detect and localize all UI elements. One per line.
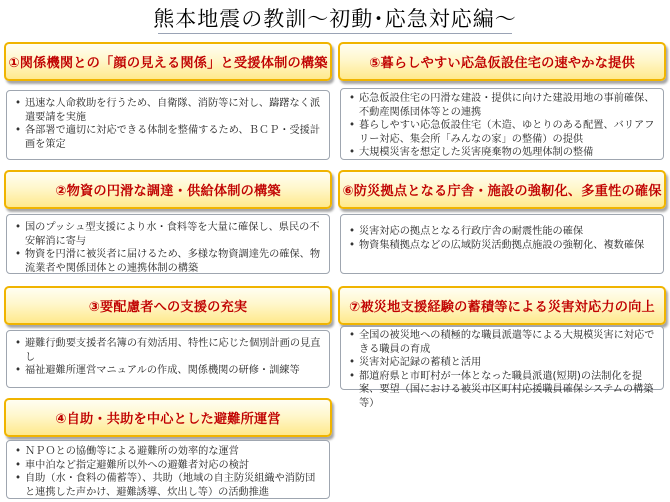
- section-heading-box: [4, 42, 332, 81]
- title-underline: [158, 33, 512, 34]
- section-body: [340, 88, 664, 160]
- section-heading-box: [4, 398, 332, 437]
- section-heading: ②物資の円滑な調達・供給体制の構築: [55, 184, 281, 199]
- section-heading: ⑤暮らしやすい応急仮設住宅の速やかな提供: [369, 56, 635, 71]
- list-item: • 暮らしやすい応急仮設住宅（木造、ゆとりのある配置、バリアフリー対応、集会所「みんなの家」の整備）の提供: [347, 119, 657, 146]
- list-item: • 災害対応記録の蓄積と活用: [347, 356, 657, 370]
- section-card-1: [4, 42, 332, 160]
- section-heading: ①関係機関との「顔の見える関係」と受援体制の構築: [8, 56, 328, 71]
- list-item: • 各部署で適切に対応できる体制を整備するため、ＢＣＰ・受援計画を策定: [13, 124, 323, 151]
- section-card-5: [338, 42, 666, 160]
- section-body: [340, 326, 664, 409]
- list-item: • 自助（水・食料の備蓄等）、共助（地域の自主防災組織や消防団と連携した声かけ、避難誘導、炊出し等）の活動推進: [13, 472, 323, 499]
- section-card-6: [338, 170, 666, 274]
- section-heading-box: [338, 286, 666, 325]
- section-heading: ⑥防災拠点となる庁舎・施設の強靭化、多重性の確保: [342, 184, 662, 199]
- list-item: • 迅速な人命救助を行うため、自衛隊、消防等に対し、躊躇なく派遣要請を実施: [13, 97, 323, 124]
- list-item: • 都道府県と市町村が一体となった職員派遣(短期)の法制化を提案、要望（国における被災市区町村応援職員確保システムの構築等）: [347, 370, 657, 411]
- list-item: • 国のプッシュ型支援により水・食料等を大量に確保し、県民の不安解消に寄与: [13, 221, 323, 248]
- section-card-4: [4, 398, 332, 499]
- section-heading: ⑦被災地支援経験の蓄積等による災害対応力の向上: [349, 300, 655, 315]
- list-item: • 避難行動要支援者名簿の有効活用、特性に応じた個別計画の見直し: [13, 337, 323, 364]
- section-body: [6, 330, 330, 388]
- list-item: • ＮＰＯとの協働等による避難所の効率的な運営: [13, 445, 323, 459]
- list-item: • 応急仮設住宅の円滑な建設・提供に向けた建設用地の事前確保、不動産関係団体等との連携: [347, 92, 657, 119]
- section-body: [6, 214, 330, 274]
- section-body: [340, 214, 664, 274]
- list-item: • 災害対応の拠点となる行政庁舎の耐震性能の確保: [347, 225, 657, 239]
- section-heading-box: [4, 286, 332, 325]
- section-body: [6, 90, 330, 160]
- list-item: • 福祉避難所運営マニュアルの作成、関係機関の研修・訓練等: [13, 364, 323, 378]
- section-heading-box: [338, 42, 666, 81]
- section-heading: ③要配慮者への支援の充実: [88, 300, 248, 315]
- section-card-7: [338, 286, 666, 409]
- section-body: [6, 440, 330, 499]
- section-card-2: [4, 170, 332, 274]
- section-heading-box: [4, 170, 332, 209]
- list-item: • 物資を円滑に被災者に届けるため、多様な物資調達先の確保、物流業者や関係団体との連携体制の構築: [13, 248, 323, 275]
- list-item: • 全国の被災地への積極的な職員派遣等による大規模災害に対応できる職員の育成: [347, 329, 657, 356]
- list-item: • 大規模災害を想定した災害廃棄物の処理体制の整備: [347, 146, 657, 160]
- list-item: • 物資集積拠点などの広域防災活動拠点施設の強靭化、複数確保: [347, 239, 657, 253]
- page-title: 熊本地震の教訓～初動･応急対応編～: [153, 7, 517, 31]
- section-heading-box: [338, 170, 666, 209]
- section-card-3: [4, 286, 332, 388]
- list-item: • 車中泊など指定避難所以外への避難者対応の検討: [13, 459, 323, 473]
- section-heading: ④自助・共助を中心とした避難所運営: [55, 412, 281, 427]
